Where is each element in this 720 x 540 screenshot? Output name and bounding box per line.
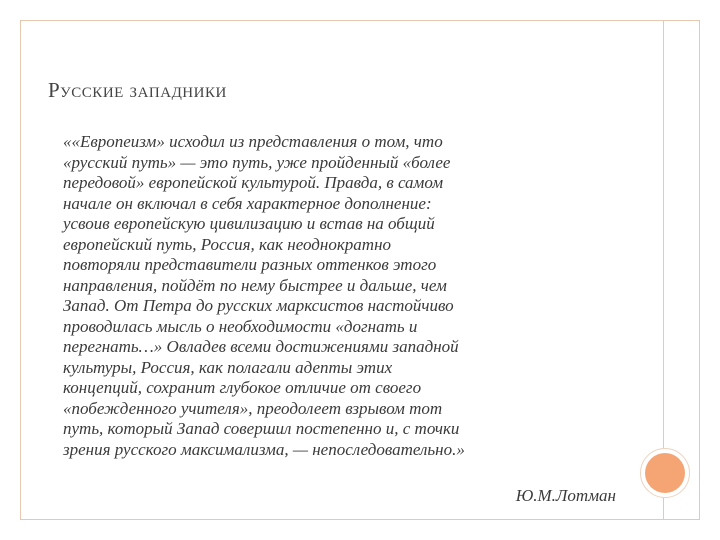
side-stripe xyxy=(663,20,700,520)
quote-line: Запад. От Петра до русских марксистов настойчиво xyxy=(63,296,454,315)
quote-line: повторяли представители разных оттенков этого xyxy=(63,255,437,274)
quote-line: проводилась мысль о необходимости «догнать и xyxy=(63,316,418,336)
quote-author: Ю.М.Лотман xyxy=(515,486,616,505)
quote-line: европейский путь, Россия, как неоднократно xyxy=(63,234,391,254)
quote-line: начале он включал в себя характерное дополнение: xyxy=(63,193,432,213)
quote-text xyxy=(63,132,628,460)
quote-line: ««Европеизм» исходил из представления о том, что xyxy=(63,132,443,151)
quote-line: перегнать…» Овладев всеми достижениями западной xyxy=(63,337,459,356)
quote-line: передовой» европейской культурой. Правда, в самом xyxy=(63,173,444,192)
decorative-circle xyxy=(645,453,685,493)
quote-line: культуры, Россия, как полагали адепты этих xyxy=(63,357,393,377)
slide-title: Русские западники xyxy=(48,78,227,102)
quote-line: направления, пойдёт по нему быстрее и дальше, чем xyxy=(63,275,447,295)
quote-line: «русский путь» — это путь, уже пройденный «более xyxy=(63,152,451,172)
quote-line: усвоив европейскую цивилизацию и встав на общий xyxy=(63,214,435,233)
quote-line: «побежденного учителя», преодолеет взрывом тот xyxy=(63,398,443,418)
quote-line: зрения русского максимализма, — непоследовательно.» xyxy=(63,439,465,459)
quote-line: путь, который Запад совершил постепенно и, с точки xyxy=(63,419,460,438)
quote-line: концепций, сохранит глубокое отличие от своего xyxy=(63,378,422,397)
